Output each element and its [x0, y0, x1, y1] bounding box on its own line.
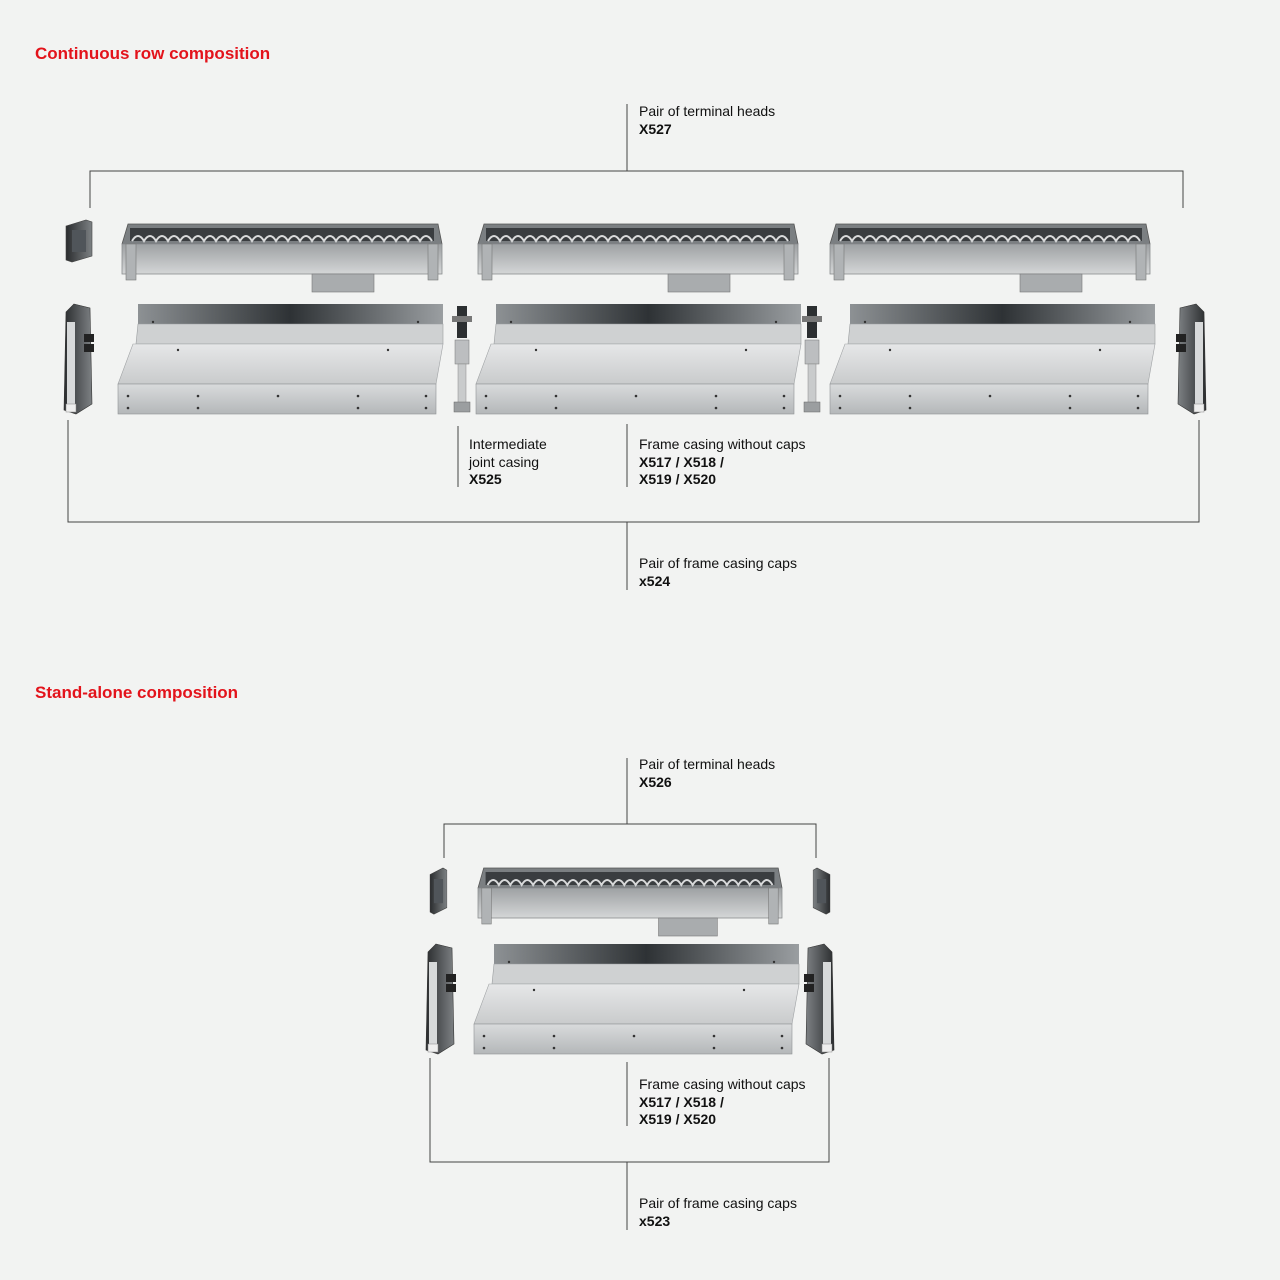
standalone-terminal-plate-right: [813, 868, 830, 914]
joint-casing-label: Intermediate joint casing X525: [469, 436, 547, 487]
continuous-frame-casing-label: Frame casing without caps X517 / X518 / X519 / X520: [639, 436, 806, 487]
standalone-terminal-plate-left: [430, 868, 447, 914]
continuous-casing-3: [830, 304, 1155, 414]
continuous-terminal-heads-label: Pair of terminal heads X527: [639, 103, 776, 137]
continuous-section-title: Continuous row composition: [35, 44, 271, 63]
continuous-head-unit-2: [478, 224, 798, 292]
standalone-frame-casing-label: Frame casing without caps X517 / X518 / X519 / X520: [639, 1076, 806, 1127]
continuous-head-unit-1: [122, 224, 442, 292]
standalone-end-cap-left: [426, 944, 456, 1054]
continuous-joint-1: [452, 306, 472, 412]
continuous-head-unit-3: [830, 224, 1150, 292]
standalone-terminal-heads-label: Pair of terminal heads X526: [639, 756, 776, 790]
continuous-caps-label: Pair of frame casing caps x524: [639, 555, 797, 589]
continuous-joint-2: [802, 306, 822, 412]
continuous-casing-1: [118, 304, 443, 414]
continuous-casing-2: [476, 304, 801, 414]
standalone-end-cap-right: [804, 944, 834, 1054]
standalone-section-title: Stand-alone composition: [35, 683, 239, 702]
continuous-end-cap-right: [1176, 304, 1206, 414]
standalone-head-unit: [478, 868, 782, 936]
standalone-caps-label: Pair of frame casing caps x523: [639, 1195, 797, 1229]
continuous-terminal-plate-left: [66, 220, 92, 262]
continuous-end-cap-left: [64, 304, 94, 414]
standalone-casing: [474, 944, 799, 1054]
